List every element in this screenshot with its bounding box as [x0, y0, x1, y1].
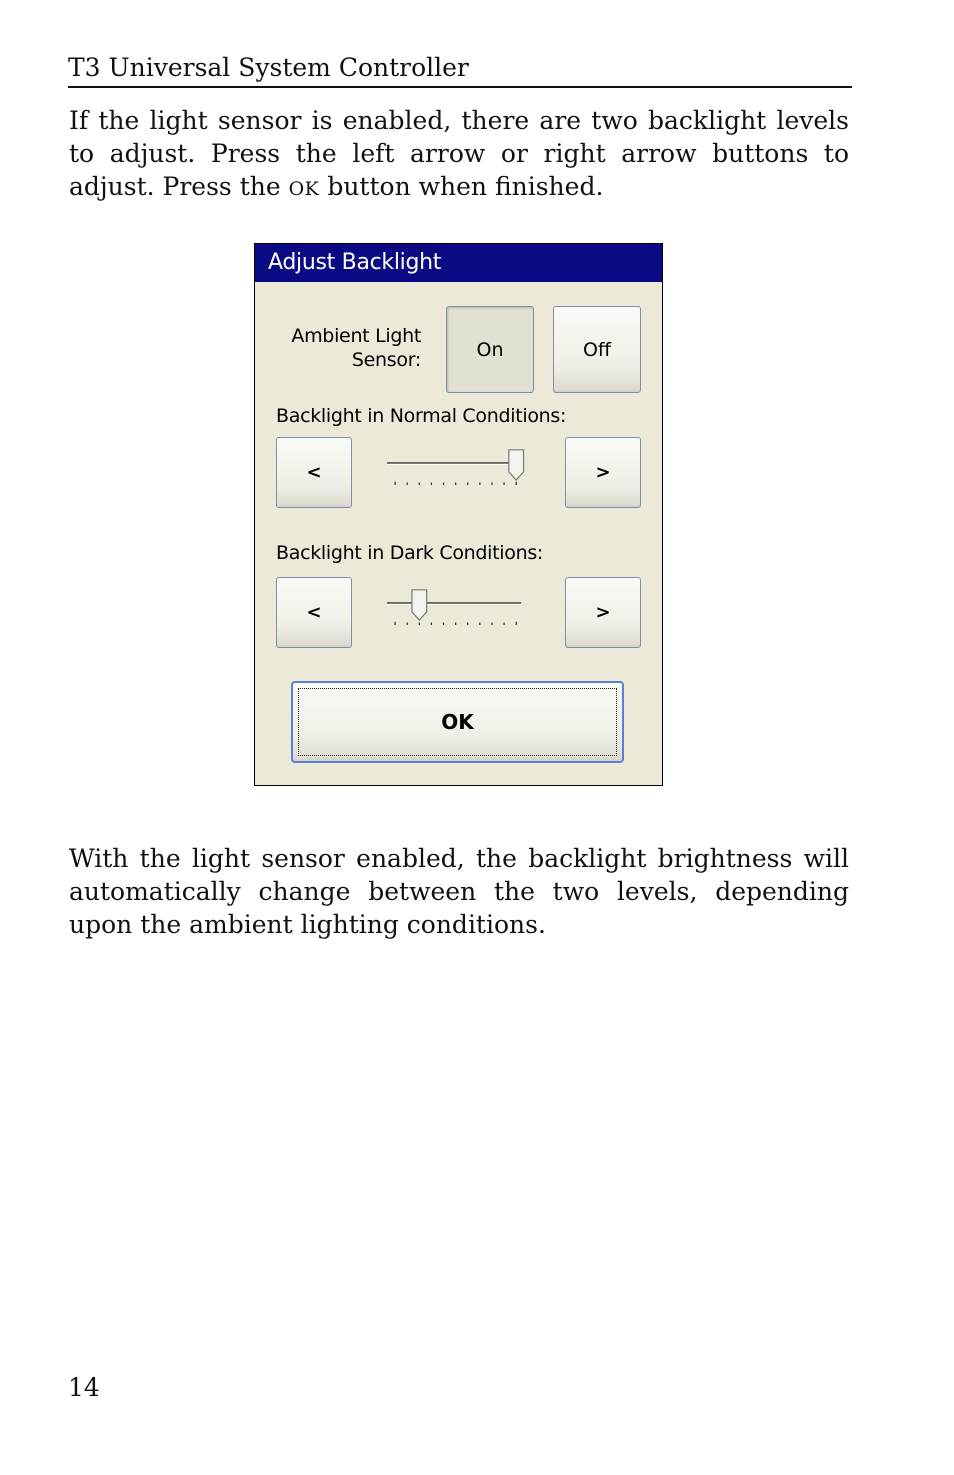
sensor-on-button[interactable]: On	[446, 306, 534, 393]
intro-text-before: If the light sensor is enabled, there are two backlight levels to adjust. Press the left arrow or right arrow buttons to adjust. Press the	[69, 106, 849, 201]
outro-paragraph: With the light sensor enabled, the backlight brightness will automatically change between the two levels, depending upon the ambient lighting conditions.	[69, 844, 849, 939]
normal-conditions-label: Backlight in Normal Conditions:	[276, 405, 567, 427]
dark-brightness-slider[interactable]	[370, 589, 538, 625]
ambient-light-sensor-label	[273, 324, 421, 372]
ok-button-label: OK	[441, 710, 474, 734]
ok-focus-outline	[298, 688, 617, 756]
normal-slider-ticks	[395, 482, 516, 485]
intro-text-after: button when finished.	[319, 172, 604, 201]
sensor-off-button[interactable]: Off	[553, 306, 641, 393]
dark-increase-button[interactable]: >	[565, 577, 641, 648]
sensor-label-line1: Ambient Light	[291, 325, 421, 347]
normal-brightness-slider[interactable]	[370, 449, 538, 485]
sensor-label-line2: Sensor:	[351, 349, 421, 371]
normal-increase-button[interactable]: >	[565, 437, 641, 508]
ok-button[interactable]	[291, 681, 624, 763]
dialog-title: Adjust Backlight	[255, 244, 662, 282]
adjust-backlight-dialog	[254, 243, 663, 786]
dark-decrease-button[interactable]: <	[276, 577, 352, 648]
dark-slider-ticks	[395, 622, 516, 625]
normal-slider-thumb[interactable]	[509, 450, 524, 480]
intro-paragraph	[69, 104, 849, 206]
running-header: T3 Universal System Controller	[68, 52, 852, 88]
intro-ok-word: OK	[288, 178, 320, 200]
normal-decrease-button[interactable]: <	[276, 437, 352, 508]
page-number: 14	[68, 1373, 100, 1402]
dark-slider-thumb[interactable]	[412, 590, 427, 620]
dark-conditions-label: Backlight in Dark Conditions:	[276, 542, 544, 564]
